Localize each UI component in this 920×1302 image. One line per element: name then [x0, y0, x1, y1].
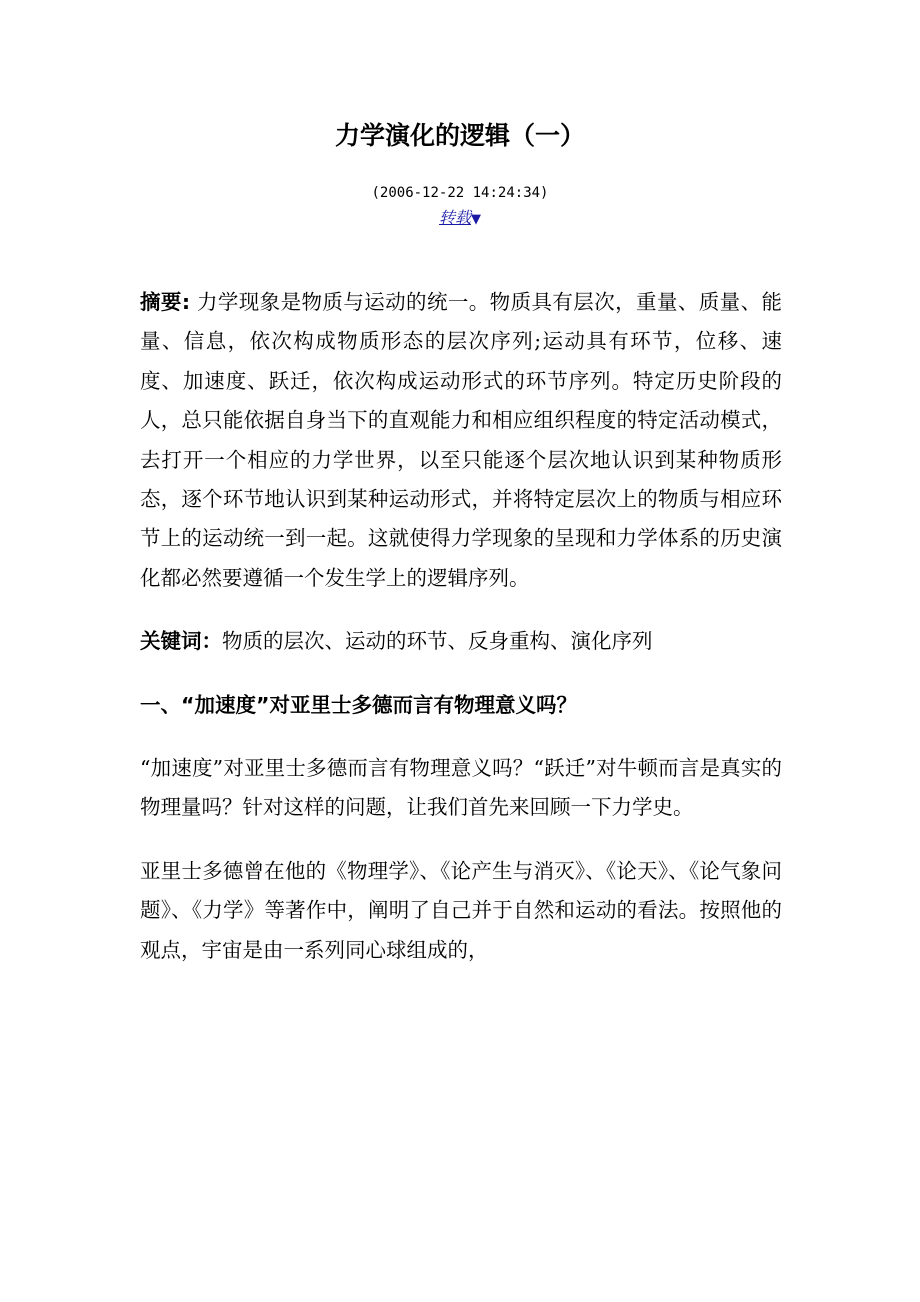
abstract-text: 力学现象是物质与运动的统一。物质具有层次，重量、质量、能量、信息，依次构成物质形态的层次序列;运动具有环节，位移、速度、加速度、跃迁，依次构成运动形式的环节序列。特定历史阶段的人，总只能依据自身当下的直观能力和相应组织程度的特定活动模式，去打开一个相应的力学世界，以至只能逐个层次地认识到某种物质形态，逐个环节地认识到某种运动形式，并将特定层次上的物质与相应环节上的运动统一到一起。这就使得力学现象的呈现和力学体系的历史演化都必然要遵循一个发生学上的逻辑序列。 [140, 290, 782, 590]
keywords-paragraph [140, 622, 782, 661]
section-heading: 一、“加速度”对亚里士多德而言有物理意义吗？ [140, 692, 577, 717]
abstract-paragraph [140, 283, 782, 598]
article-body [140, 283, 782, 970]
dropdown-arrow-icon[interactable]: ▼ [471, 212, 481, 227]
repost-row [0, 207, 920, 231]
body-paragraph: “加速度”对亚里士多德而言有物理意义吗？“跃迁”对牛顿而言是真实的物理量吗？针对这样的问题，让我们首先来回顾一下力学史。 [140, 756, 782, 820]
document-title: 力学演化的逻辑（一） [334, 121, 585, 150]
post-timestamp: (2006-12-22 14:24:34) [371, 185, 549, 201]
repost-link[interactable] [439, 208, 471, 227]
keywords-text: 物质的层次、运动的环节、反身重构、演化序列 [222, 629, 653, 654]
body-paragraph: 亚里士多德曾在他的《物理学》、《论产生与消灭》、《论天》、《论气象问题》、《力学》等著作中，阐明了自己并于自然和运动的看法。按照他的观点，宇宙是由一系列同心球组成的， [140, 858, 782, 962]
abstract-label: 摘要: [140, 290, 191, 314]
keywords-label: 关键词： [140, 629, 222, 654]
repost-label: 转载 [438, 208, 471, 227]
